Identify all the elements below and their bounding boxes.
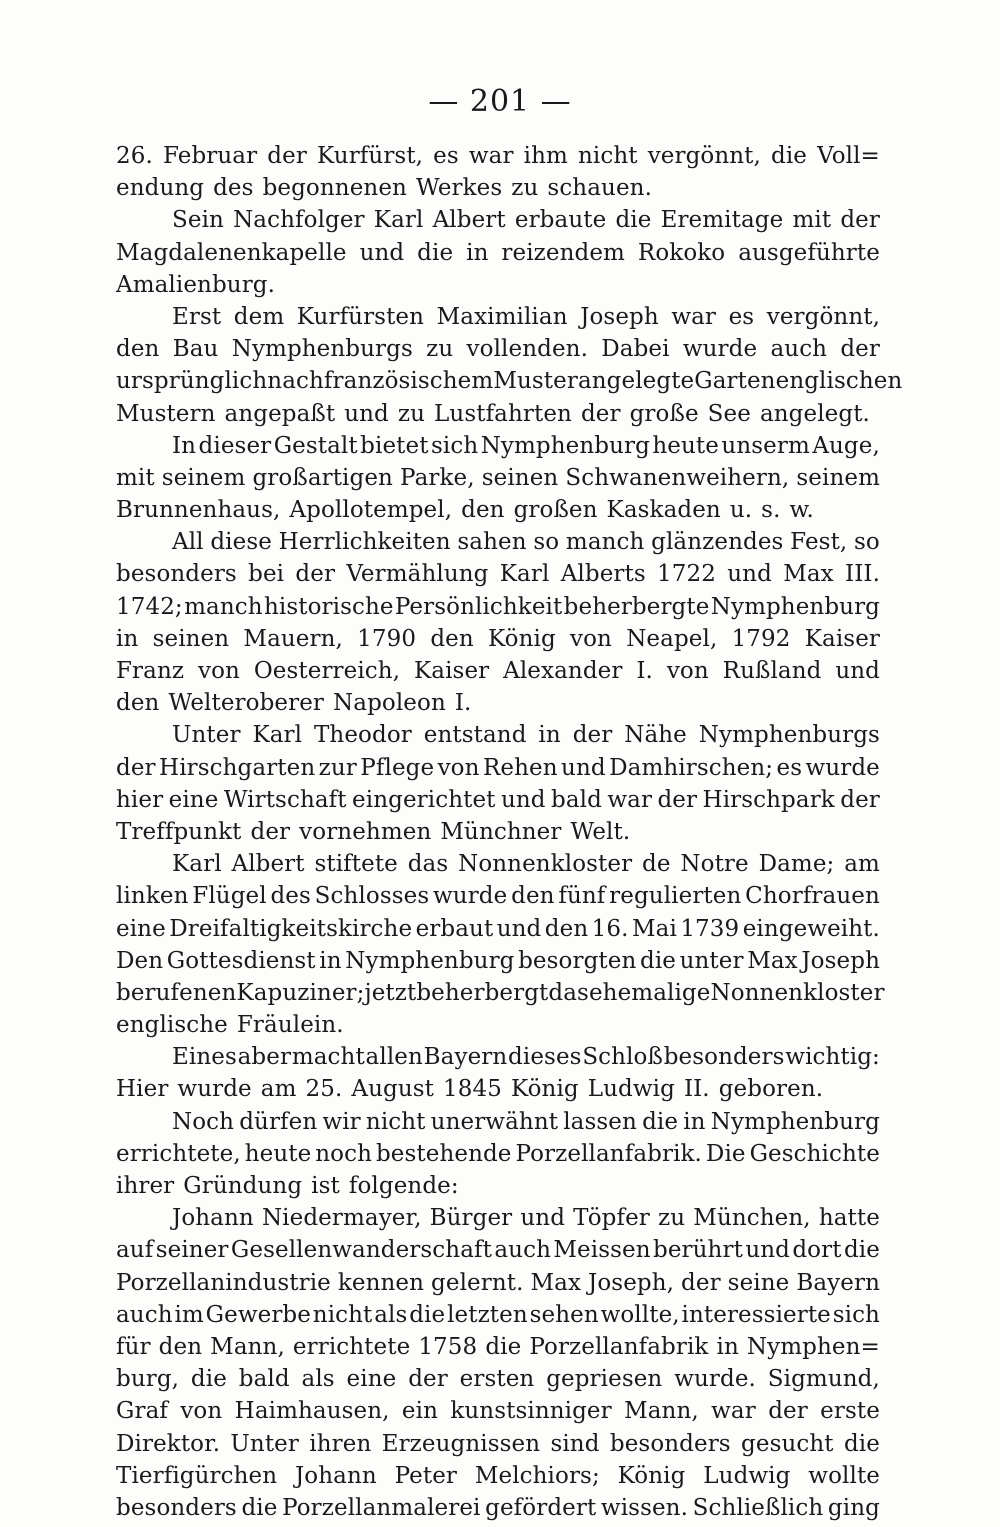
text-line: mit seinem großartigen Parke, seinen Schwanenweihern, seinem [116, 464, 880, 491]
text-line: Johann Niedermayer, Bürger und Töpfer zu München, hatte [172, 1205, 880, 1232]
text-line: den Welteroberer Napoleon I. [116, 690, 472, 717]
text-line: ihrer Gründung ist folgende: [116, 1173, 459, 1199]
text-line: hier eine Wirtschaft eingerichtet und bald war der Hirschpark der [116, 786, 880, 813]
text-line: in seinen Mauern, 1790 den König von Neapel, 1792 Kaiser [116, 625, 880, 652]
text-line: Brunnenhaus, Apollotempel, den großen Kaskaden u. s. w. [116, 497, 814, 524]
text-line: Franz von Oesterreich, Kaiser Alexander I. von Rußland und [116, 658, 880, 684]
text-line: englische Fräulein. [116, 1012, 344, 1039]
text-line: Erst dem Kurfürsten Maximilian Joseph war es vergönnt, [172, 303, 880, 330]
text-line: Eines aber macht allen Bayern dieses Schloß besonders wichtig: [172, 1044, 880, 1071]
text-line: linken Flügel des Schlosses wurde den fünf regulierten Chorfrauen [116, 883, 880, 910]
text-line: besonders die Porzellanmalerei gefördert wissen. Schließlich ging [116, 1494, 880, 1521]
text-line: endung des begonnenen Werkes zu schauen. [116, 175, 652, 202]
text-line: Hier wurde am 25. August 1845 König Ludwig II. geboren. [116, 1076, 824, 1103]
body-text [116, 140, 903, 1524]
text-line: Porzellanindustrie kennen gelernt. Max Joseph, der seine Bayern [116, 1269, 880, 1296]
text-line: Mustern angepaßt und zu Lustfahrten der große See angelegt. [116, 400, 870, 427]
text-line: ursprünglich nach französischem Muster angelegte Garten englischen [116, 368, 903, 395]
text-line: Tierfigürchen Johann Peter Melchiors; König Ludwig wollte [116, 1462, 880, 1489]
text-line: Direktor. Unter ihren Erzeugnissen sind besonders gesucht die [116, 1430, 880, 1457]
text-line: berufenen Kapuziner; jetzt beherbergt das ehemalige Nonnenkloster [116, 979, 885, 1006]
text-line: auf seiner Gesellenwanderschaft auch Meissen berührt und dort die [116, 1237, 880, 1264]
page-number: — 201 — [428, 84, 572, 119]
text-line: Karl Albert stiftete das Nonnenkloster de Notre Dame; am [172, 851, 880, 878]
text-line: Magdalenenkapelle und die in reizendem Rokoko ausgeführte [116, 239, 880, 266]
text-line: auch im Gewerbe nicht als die letzten sehen wollte, interessierte sich [116, 1301, 880, 1328]
text-line: Den Gottesdienst in Nymphenburg besorgten die unter Max Joseph [116, 947, 880, 974]
text-line: Graf von Haimhausen, ein kunstsinniger Mann, war der erste [116, 1398, 880, 1425]
text-line: den Bau Nymphenburgs zu vollenden. Dabei wurde auch der [116, 336, 880, 363]
text-line: 1742; manch historische Persönlichkeit beherbergte Nymphenburg [116, 593, 880, 620]
text-line: All diese Herrlichkeiten sahen so manch glänzendes Fest, so [172, 529, 880, 556]
text-line: der Hirschgarten zur Pflege von Rehen und Damhirschen; es wurde [116, 754, 880, 781]
text-line: Sein Nachfolger Karl Albert erbaute die Eremitage mit der [172, 207, 880, 234]
text-line: errichtete, heute noch bestehende Porzellanfabrik. Die Geschichte [116, 1140, 880, 1167]
text-line: Unter Karl Theodor entstand in der Nähe Nymphenburgs [172, 722, 880, 749]
text-line: eine Dreifaltigkeitskirche erbaut und den 16. Mai 1739 eingeweiht. [116, 915, 880, 942]
text-line: Amalienburg. [116, 271, 276, 298]
text-line: für den Mann, errichtete 1758 die Porzellanfabrik in Nymphen= [116, 1333, 880, 1360]
text-line: 26. Februar der Kurfürst, es war ihm nicht vergönnt, die Voll= [116, 143, 880, 169]
text-line: besonders bei der Vermählung Karl Alberts 1722 und Max III. [116, 561, 880, 588]
text-line: burg, die bald als eine der ersten gepriesen wurde. Sigmund, [116, 1366, 880, 1393]
text-line: Noch dürfen wir nicht unerwähnt lassen die in Nymphenburg [172, 1108, 880, 1135]
text-line: In dieser Gestalt bietet sich Nymphenburg heute unserm Auge, [172, 432, 880, 459]
text-line: Treffpunkt der vornehmen Münchner Welt. [116, 818, 631, 845]
